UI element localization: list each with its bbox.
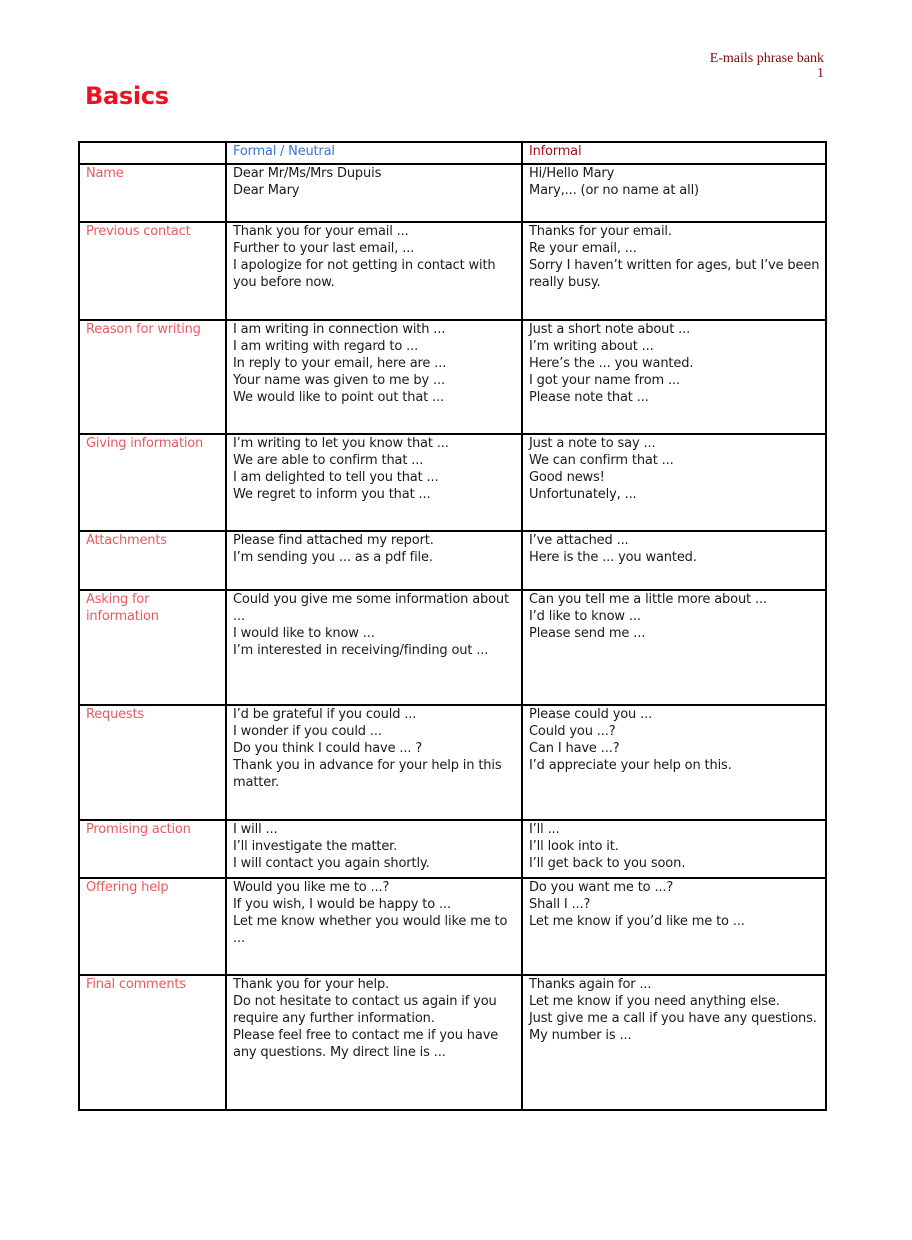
formal-phrases [226,434,522,531]
document-title: E-mails phrase bank [709,51,824,66]
formal-phrase: Let me know whether you would like me to ... [233,914,508,946]
formal-phrase: Dear Mr/Ms/Mrs Dupuis [233,166,382,181]
informal-phrase: Re your email, ... [529,241,637,256]
table-row [79,820,826,878]
row-category: Attachments [79,531,226,590]
formal-phrase: I’ll investigate the matter. [233,839,398,854]
table-row [79,590,826,705]
formal-phrases [226,975,522,1110]
formal-phrase: I will contact you again shortly. [233,856,430,871]
informal-phrase: Just a note to say ... [529,436,656,451]
row-category: Giving information [79,434,226,531]
formal-phrase: We are able to confirm that ... [233,453,424,468]
informal-phrase: We can confirm that ... [529,453,674,468]
informal-phrases [522,590,826,705]
informal-phrase: Let me know if you need anything else. [529,994,780,1009]
row-category: Requests [79,705,226,820]
formal-phrase: I’m writing to let you know that ... [233,436,449,451]
informal-phrase: Thanks again for ... [529,977,652,992]
table-row [79,320,826,434]
informal-phrase: I’d appreciate your help on this. [529,758,732,773]
informal-phrases [522,222,826,320]
informal-phrase: Here’s the ... you wanted. [529,356,694,371]
informal-phrase: I’m writing about ... [529,339,654,354]
column-header-formal: Formal / Neutral [226,142,522,164]
formal-phrase: Dear Mary [233,183,300,198]
informal-phrases [522,320,826,434]
formal-phrases [226,164,522,222]
row-category: Name [79,164,226,222]
informal-phrase: I got your name from ... [529,373,680,388]
row-category: Final comments [79,975,226,1110]
informal-phrase: Could you ...? [529,724,616,739]
formal-phrases [226,878,522,975]
table-row [79,164,826,222]
informal-phrase: Hi/Hello Mary [529,166,615,181]
informal-phrase: Please send me ... [529,626,646,641]
formal-phrase: I wonder if you could ... [233,724,382,739]
formal-phrase: If you wish, I would be happy to ... [233,897,451,912]
formal-phrase: Thank you in advance for your help in this matter. [233,758,502,790]
informal-phrase: Just a short note about ... [529,322,691,337]
informal-phrase: Can I have ...? [529,741,620,756]
formal-phrases [226,531,522,590]
informal-phrase: Good news! [529,470,605,485]
formal-phrase: Could you give me some information about ... [233,592,509,624]
informal-phrase: I’ll ... [529,822,560,837]
formal-phrase: Your name was given to me by ... [233,373,445,388]
table-row [79,975,826,1110]
informal-phrase: Let me know if you’d like me to ... [529,914,745,929]
informal-phrase: I’ll get back to you soon. [529,856,686,871]
informal-phrase: I’ve attached ... [529,533,629,548]
informal-phrase: Can you tell me a little more about ... [529,592,767,607]
informal-phrases [522,820,826,878]
formal-phrases [226,590,522,705]
formal-phrase: I’m interested in receiving/finding out ... [233,643,489,658]
column-header-category [79,142,226,164]
formal-phrase: I am delighted to tell you that ... [233,470,439,485]
formal-phrases [226,820,522,878]
formal-phrase: I’m sending you ... as a pdf file. [233,550,433,565]
formal-phrase: Please find attached my report. [233,533,434,548]
formal-phrase: I’d be grateful if you could ... [233,707,417,722]
informal-phrase: Mary,... (or no name at all) [529,183,699,198]
informal-phrase: Shall I ...? [529,897,591,912]
table-row [79,434,826,531]
informal-phrase: Please could you ... [529,707,653,722]
informal-phrase: Here is the ... you wanted. [529,550,697,565]
table-header-row [79,142,826,164]
running-header [710,51,824,81]
formal-phrase: Do you think I could have ... ? [233,741,423,756]
row-category: Promising action [79,820,226,878]
formal-phrase: I will ... [233,822,278,837]
formal-phrase: We regret to inform you that ... [233,487,431,502]
formal-phrase: Further to your last email, ... [233,241,415,256]
informal-phrases [522,164,826,222]
page-number: 1 [817,66,824,81]
table-row [79,878,826,975]
formal-phrase: Would you like me to ...? [233,880,390,895]
formal-phrase: I am writing in connection with ... [233,322,446,337]
informal-phrase: Unfortunately, ... [529,487,637,502]
informal-phrase: I’ll look into it. [529,839,619,854]
row-category: Offering help [79,878,226,975]
formal-phrase: Please feel free to contact me if you have any questions. My direct line is ... [233,1028,499,1060]
informal-phrases [522,531,826,590]
formal-phrase: I am writing with regard to ... [233,339,419,354]
page-title: Basics [85,82,169,110]
informal-phrase: I’d like to know ... [529,609,641,624]
row-category: Asking for information [79,590,226,705]
informal-phrase: Do you want me to ...? [529,880,674,895]
informal-phrase: Please note that ... [529,390,649,405]
informal-phrases [522,975,826,1110]
table-row [79,705,826,820]
informal-phrases [522,705,826,820]
row-category: Reason for writing [79,320,226,434]
formal-phrase: In reply to your email, here are ... [233,356,447,371]
row-category: Previous contact [79,222,226,320]
formal-phrases [226,320,522,434]
formal-phrases [226,222,522,320]
formal-phrase: I apologize for not getting in contact with you before now. [233,258,496,290]
phrase-table [78,141,827,1111]
informal-phrase: Thanks for your email. [529,224,672,239]
formal-phrase: Thank you for your help. [233,977,390,992]
column-header-informal: Informal [522,142,826,164]
formal-phrase: Thank you for your email ... [233,224,409,239]
informal-phrases [522,878,826,975]
informal-phrases [522,434,826,531]
formal-phrases [226,705,522,820]
informal-phrase: Just give me a call if you have any questions. My number is ... [529,1011,817,1043]
table-row [79,222,826,320]
informal-phrase: Sorry I haven’t written for ages, but I’ve been really busy. [529,258,820,290]
formal-phrase: I would like to know ... [233,626,375,641]
formal-phrase: We would like to point out that ... [233,390,445,405]
formal-phrase: Do not hesitate to contact us again if you require any further information. [233,994,497,1026]
table-row [79,531,826,590]
